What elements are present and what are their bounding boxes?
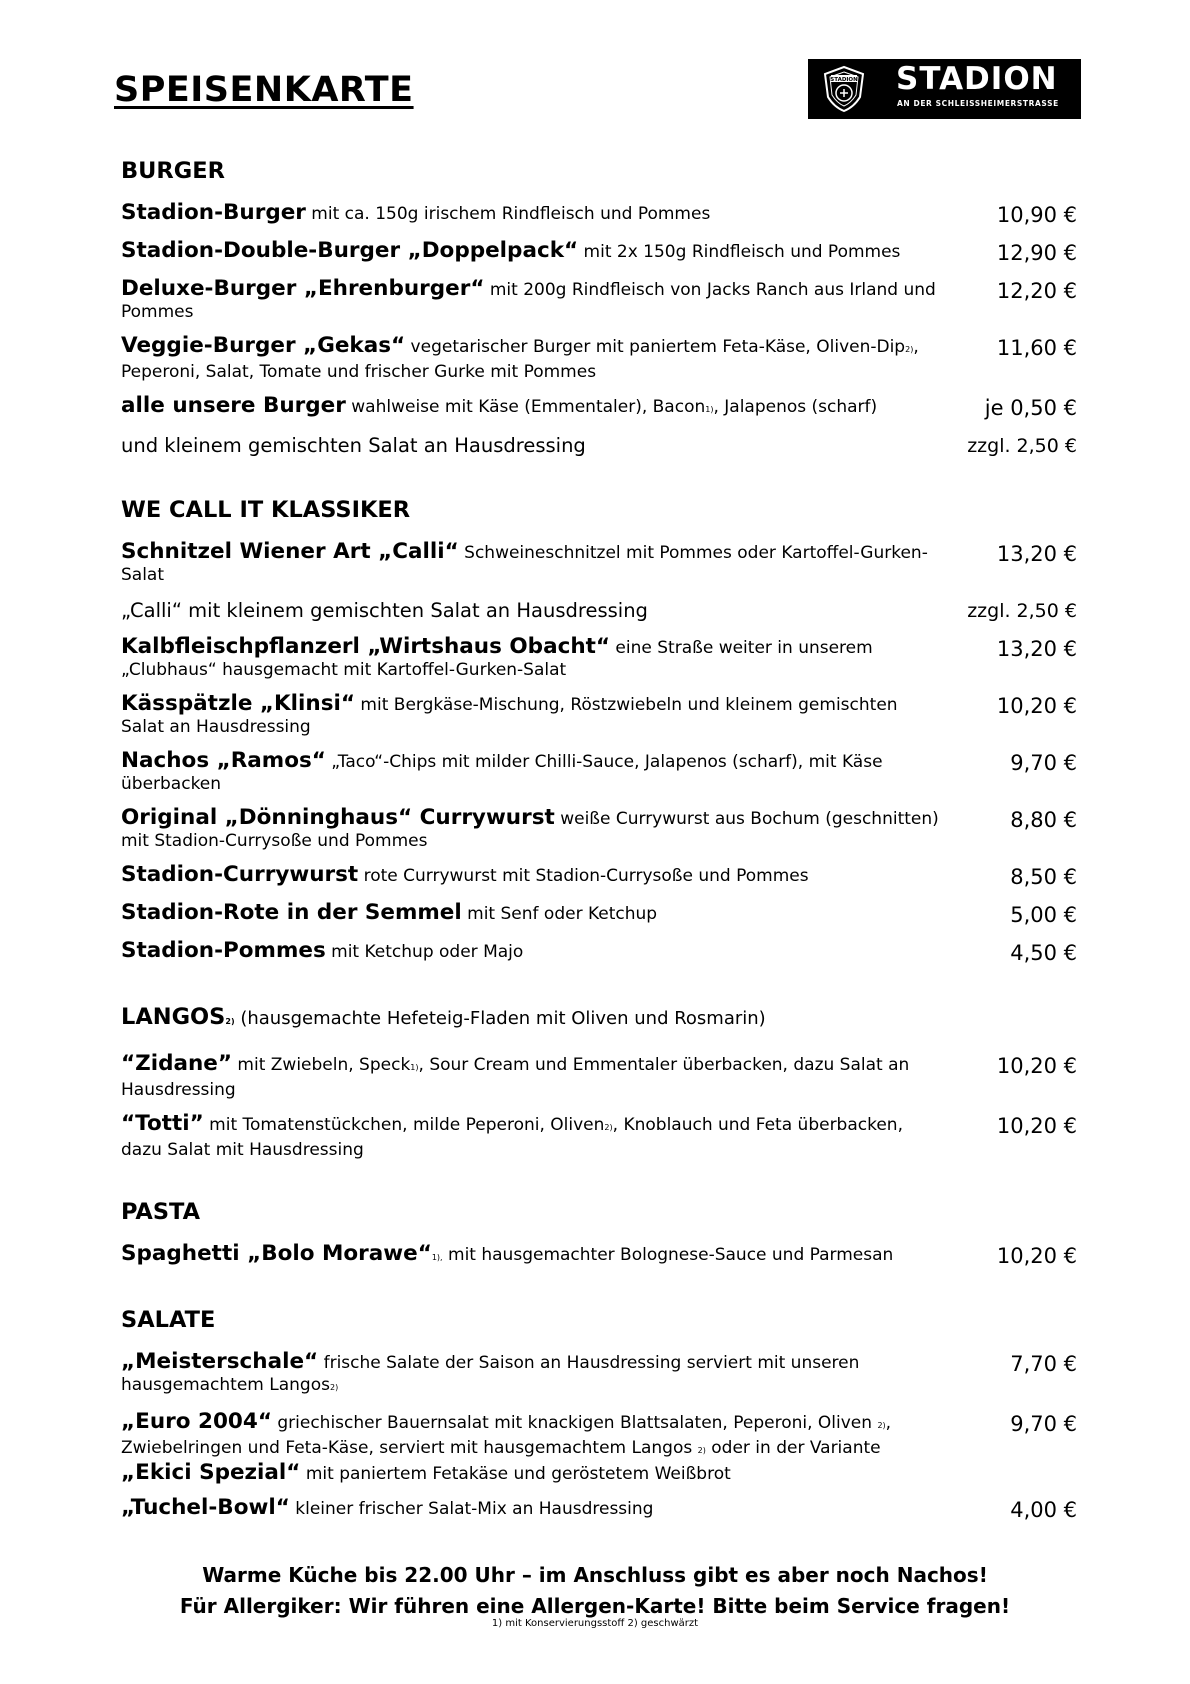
item-name: “Zidane”: [121, 1051, 233, 1076]
section-pasta: [121, 1197, 1077, 1269]
crest-text: STADION: [830, 77, 858, 83]
allergen-note: 1): [705, 405, 714, 414]
item-desc: weiße Currywurst aus Bochum (geschnitten) mit Stadion-Currysoße und Pommes: [121, 809, 939, 851]
item-desc: mit paniertem Fetakäse und geröstetem Weißbrot: [300, 1464, 731, 1484]
item-name: Stadion-Double-Burger „Doppelpack“: [121, 238, 579, 263]
item-desc: griechischer Bauernsalat mit knackigen Blattsalaten, Peperoni, Oliven: [271, 1413, 878, 1433]
allergen-note: 2): [329, 1383, 339, 1392]
section-title: BURGER: [121, 158, 225, 184]
item-desc: oder in der Variante: [705, 1438, 881, 1458]
stadion-logo: [808, 59, 1081, 119]
item-price: 10,90 €: [996, 203, 1077, 227]
item-desc: mit 200g Rindfleisch von Jacks Ranch aus Irland und Pommes: [121, 280, 936, 322]
item-name: Veggie-Burger „Gekas“: [121, 333, 406, 358]
section-title-text: LANGOS: [121, 1004, 226, 1030]
item-desc: , Zwiebelringen und Feta-Käse, serviert mit hausgemachtem Langos: [121, 1413, 892, 1458]
item-price: 9,70 €: [1010, 751, 1077, 775]
item-variant-name: „Ekici Spezial“: [121, 1460, 301, 1485]
crest-icon: [819, 64, 869, 114]
menu-item: [121, 1351, 1077, 1399]
item-name: „Meisterschale“: [121, 1349, 319, 1374]
allergen-note: 2): [604, 1123, 613, 1132]
item-desc: wahlweise mit Käse (Emmentaler), Bacon: [345, 397, 706, 417]
item-price: 10,20 €: [996, 1244, 1077, 1268]
menu-item: [121, 750, 1077, 795]
menu-item: [121, 807, 1077, 852]
item-name: „Euro 2004“: [121, 1409, 272, 1434]
item-price: 5,00 €: [1010, 903, 1077, 927]
item-desc: eine Straße weiter in unserem „Clubhaus“ hausgemacht mit Kartoffel-Gurken-Salat: [121, 638, 873, 680]
menu-item: [121, 1243, 1077, 1269]
section-title: SALATE: [121, 1307, 216, 1333]
menu-item: [121, 1113, 1077, 1161]
item-price: 12,90 €: [996, 241, 1077, 265]
section-note: (hausgemachte Hefeteig-Fladen mit Oliven und Rosmarin): [234, 1008, 766, 1029]
item-price: 12,20 €: [996, 279, 1077, 303]
item-desc: mit Zwiebeln, Speck: [232, 1055, 411, 1075]
item-price: 10,20 €: [996, 1114, 1077, 1138]
item-desc: rote Currywurst mit Stadion-Currysoße und Pommes: [358, 866, 809, 886]
item-price: 9,70 €: [1010, 1412, 1077, 1436]
menu-item: [121, 278, 1077, 323]
allergen-note: 2): [877, 1421, 886, 1430]
item-name: Deluxe-Burger „Ehrenburger“: [121, 276, 485, 301]
item-name: Stadion-Pommes: [121, 938, 326, 963]
section-salate: [121, 1305, 1077, 1523]
item-price: zzgl. 2,50 €: [967, 600, 1077, 622]
item-name: Original „Dönninghaus“ Currywurst: [121, 805, 555, 830]
item-price: 8,80 €: [1010, 808, 1077, 832]
menu-item: [121, 335, 1077, 383]
menu-item: [121, 598, 1077, 624]
item-name: Kässpätzle „Klinsi“: [121, 691, 356, 716]
item-desc: vegetarischer Burger mit paniertem Feta-Käse, Oliven-Dip: [405, 337, 906, 357]
menu-item: [121, 202, 1077, 228]
menu-item: [121, 240, 1077, 266]
section-klassiker: [121, 495, 1077, 966]
menu-item: [121, 902, 1077, 928]
allergen-note: 2): [225, 1017, 235, 1026]
section-title: [121, 1002, 1077, 1037]
item-desc: mit Ketchup oder Majo: [325, 942, 524, 962]
page-title: SPEISENKARTE: [114, 70, 414, 110]
item-name: Kalbfleischpflanzerl „Wirtshaus Obacht“: [121, 634, 611, 659]
section-langos: [121, 1002, 1077, 1161]
menu-item: [121, 541, 1077, 586]
item-price: 10,20 €: [996, 694, 1077, 718]
menu-item: [121, 1053, 1077, 1101]
item-desc: kleiner frischer Salat-Mix an Hausdressing: [289, 1499, 654, 1519]
item-desc: , Knoblauch und Feta überbacken, dazu Salat mit Hausdressing: [121, 1115, 903, 1160]
item-desc: , Sour Cream und Emmentaler überbacken, dazu Salat an Hausdressing: [121, 1055, 910, 1100]
item-price: 13,20 €: [996, 542, 1077, 566]
allergen-note: 1): [410, 1063, 419, 1072]
footer-allergen-info: Für Allergiker: Wir führen eine Allergen-Karte! Bitte beim Service fragen!: [179, 1594, 1011, 1618]
item-desc: „Taco“-Chips mit milder Chilli-Sauce, Jalapenos (scharf), mit Käse überbacken: [121, 752, 883, 794]
menu-item: [121, 433, 1077, 459]
item-name: Stadion-Burger: [121, 200, 306, 225]
item-desc: mit 2x 150g Rindfleisch und Pommes: [578, 242, 901, 262]
item-desc: frische Salate der Saison an Hausdressing serviert mit unseren hausgemachtem Langos: [121, 1353, 860, 1395]
item-desc: , Peperoni, Salat, Tomate und frischer Gurke mit Pommes: [121, 337, 919, 382]
item-name: „Tuchel-Bowl“: [121, 1495, 290, 1520]
allergen-note: 2): [697, 1446, 706, 1455]
section-title: PASTA: [121, 1199, 201, 1225]
menu-item: [121, 940, 1077, 966]
item-desc: , Jalapenos (scharf): [713, 397, 878, 417]
allergen-note: 2): [905, 345, 914, 354]
item-desc: „Calli“ mit kleinem gemischten Salat an Hausdressing: [121, 599, 648, 622]
item-price: 8,50 €: [1010, 865, 1077, 889]
section-title: WE CALL IT KLASSIKER: [121, 497, 411, 523]
item-name: Schnitzel Wiener Art „Calli“: [121, 539, 459, 564]
footer-kitchen-hours: Warme Küche bis 22.00 Uhr – im Anschluss gibt es aber noch Nachos!: [202, 1563, 988, 1587]
item-name: Stadion-Currywurst: [121, 862, 359, 887]
menu-item: [121, 693, 1077, 738]
item-price: 13,20 €: [996, 637, 1077, 661]
item-name: Nachos „Ramos“: [121, 748, 326, 773]
item-price: 10,20 €: [996, 1054, 1077, 1078]
item-desc: und kleinem gemischten Salat an Hausdressing: [121, 434, 586, 457]
menu-item: [121, 395, 1077, 421]
item-name: alle unsere Burger: [121, 393, 346, 418]
item-name: Stadion-Rote in der Semmel: [121, 900, 462, 925]
item-desc: mit Senf oder Ketchup: [461, 904, 658, 924]
section-burger: [121, 156, 1077, 459]
item-desc: Schweineschnitzel mit Pommes oder Kartoffel-Gurken-Salat: [121, 543, 928, 585]
menu-item: [121, 1497, 1077, 1523]
item-price: 11,60 €: [996, 336, 1077, 360]
item-price: zzgl. 2,50 €: [967, 435, 1077, 457]
logo-brand: STADION: [896, 61, 1058, 97]
item-price: 4,50 €: [1010, 941, 1077, 965]
menu-content: [121, 156, 1077, 1559]
item-name: “Totti”: [121, 1111, 204, 1136]
logo-subtitle: AN DER SCHLEISSHEIMERSTRASSE: [897, 99, 1059, 108]
item-price: 7,70 €: [1010, 1352, 1077, 1376]
item-name: Spaghetti „Bolo Morawe“: [121, 1241, 432, 1266]
menu-item: [121, 1411, 1077, 1485]
menu-item: [121, 864, 1077, 890]
item-desc: mit Bergkäse-Mischung, Röstzwiebeln und kleinem gemischten Salat an Hausdressing: [121, 695, 898, 737]
footer-legend: 1) mit Konservierungsstoff 2) geschwärzt: [491, 1618, 699, 1629]
item-price: je 0,50 €: [984, 396, 1077, 420]
menu-item: [121, 636, 1077, 681]
allergen-note: 1),: [431, 1253, 443, 1262]
item-desc: mit ca. 150g irischem Rindfleisch und Pommes: [305, 204, 711, 224]
item-desc: mit hausgemachter Bolognese-Sauce und Parmesan: [442, 1245, 894, 1265]
item-desc: mit Tomatenstückchen, milde Peperoni, Oliven: [203, 1115, 605, 1135]
item-price: 4,00 €: [1010, 1498, 1077, 1522]
